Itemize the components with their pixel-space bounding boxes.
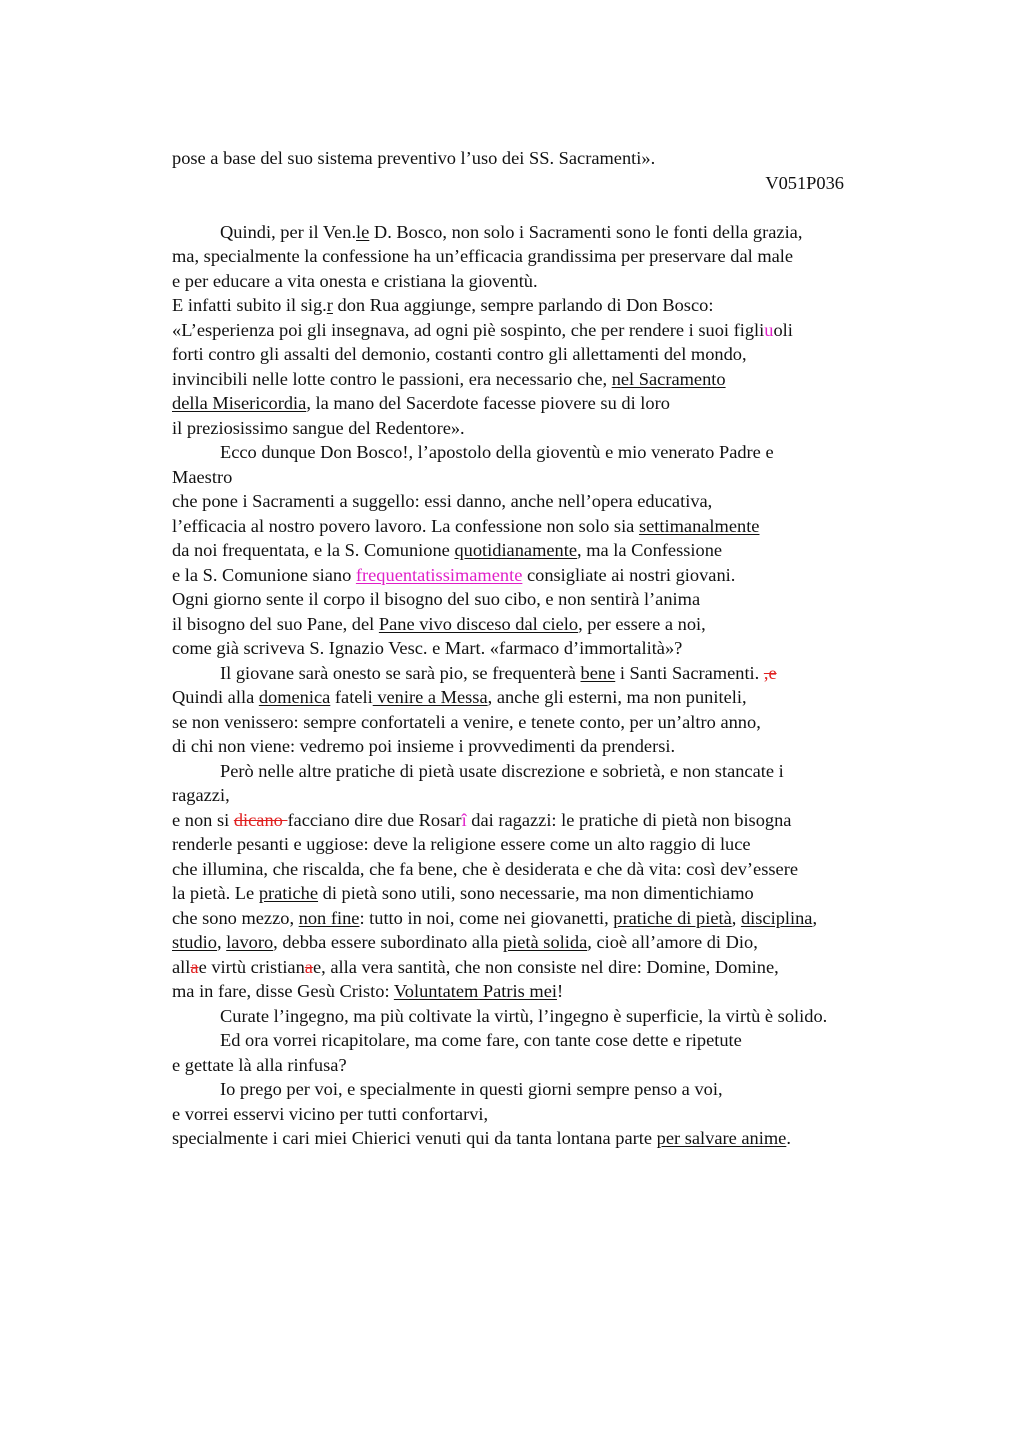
text-line: Maestro — [172, 466, 233, 487]
text-line: allae virtù cristianae, alla vera santità, che non consiste nel dire: Domine, Domine, — [172, 956, 779, 977]
text-line: se non venissero: sempre confortateli a venire, e tenete conto, per un’altro anno, — [172, 711, 761, 732]
text-line: Però nelle altre pratiche di pietà usate discrezione e sobrietà, e non stancate i — [220, 760, 784, 781]
blank-line — [172, 195, 912, 220]
text-line: il preziosissimo sangue del Redentore». — [172, 417, 465, 438]
text-line: «L’esperienza poi gli insegnava, ad ogni piè sospinto, che per rendere i suoi figliuoli — [172, 319, 793, 340]
underlined-text: quotidianamente — [454, 540, 578, 560]
underlined-text: pietà solida — [502, 932, 588, 952]
text-line: che pone i Sacramenti a suggello: essi danno, anche nell’opera educativa, — [172, 491, 713, 511]
text-line: Il giovane sarà onesto se sarà pio, se frequenterà bene i Santi Sacramenti. ,e — [220, 662, 777, 683]
text-line: l’efficacia al nostro povero lavoro. La confessione non solo sia settimanalmente — [172, 515, 760, 536]
text-line: e per educare a vita onesta e cristiana la gioventù. — [172, 270, 538, 291]
inserted-underlined-text: frequentatissimamente — [355, 564, 523, 585]
text-line: Io prego per voi, e specialmente in questi giorni sempre penso a voi, — [220, 1079, 723, 1099]
text-line: Ecco dunque Don Bosco!, l’apostolo della gioventù e mio venerato Padre e — [220, 442, 774, 462]
underlined-text: non fine — [298, 907, 360, 928]
text-line: ma in fare, disse Gesù Cristo: Voluntatem Patris mei! — [172, 981, 564, 1001]
text-line: e gettate là alla rinfusa? — [172, 1054, 347, 1075]
underlined-text: settimanalmente — [638, 515, 760, 536]
text-line: come già scriveva S. Ignazio Vesc. e Mart. «farmaco d’immortalità»? — [172, 638, 683, 658]
underlined-text: nel Sacramento — [611, 368, 726, 389]
text-line: e vorrei esservi vicino per tutti confortarvi, — [172, 1103, 489, 1124]
text-line: specialmente i cari miei Chierici venuti qui da tanta lontana parte per salvare anime. — [172, 1128, 791, 1148]
text-line: invincibili nelle lotte contro le passioni, era necessario che, nel Sacramento — [172, 368, 726, 389]
underlined-text: pratiche di pietà — [613, 907, 732, 928]
text-line: che illumina, che riscalda, che fa bene, che è desiderata e che dà vita: così dev’essere — [172, 858, 798, 879]
deleted-text: a — [190, 956, 199, 977]
underlined-text: domenica — [258, 687, 331, 707]
text-line: ragazzi, — [172, 785, 230, 805]
text-line: Quindi, per il Ven.le D. Bosco, non solo i Sacramenti sono le fonti della grazia, — [220, 221, 803, 242]
text-line: di chi non viene: vedremo poi insieme i provvedimenti da prendersi. — [172, 736, 676, 756]
text-line: la pietà. Le pratiche di pietà sono utili, sono necessarie, ma non dimentichiamo — [172, 883, 754, 903]
text-line: il bisogno del suo Pane, del Pane vivo disceso dal cielo, per essere a noi, — [172, 613, 706, 634]
deleted-text: a — [304, 956, 313, 977]
underlined-text: disciplina — [740, 907, 813, 928]
deleted-text: ,e — [763, 662, 777, 683]
text-line: Ed ora vorrei ricapitolare, ma come fare, con tante cose dette e ripetute — [220, 1030, 742, 1050]
inserted-text: î — [461, 809, 467, 830]
text-line: e non si dicano facciano dire due Rosarî dai ragazzi: le pratiche di pietà non bisogna — [172, 809, 792, 830]
underlined-text: lavoro — [226, 932, 274, 952]
document-body — [172, 146, 912, 1151]
underlined-text: le — [356, 221, 370, 242]
underlined-text: venire a Messa — [372, 687, 488, 707]
text-line: Ogni giorno sente il corpo il bisogno del suo cibo, e non sentirà l’anima — [172, 589, 701, 609]
underlined-text: per salvare anime — [656, 1128, 787, 1148]
underlined-text: bene — [580, 662, 616, 683]
text-line: forti contro gli assalti del demonio, costanti contro gli allettamenti del mondo, — [172, 344, 747, 364]
text-line: e la S. Comunione siano frequentatissimamente consigliate ai nostri giovani. — [172, 564, 736, 585]
text-line: da noi frequentata, e la S. Comunione quotidianamente, ma la Confessione — [172, 540, 723, 560]
text-line: ma, specialmente la confessione ha un’efficacia grandissima per preservare dal male — [172, 246, 794, 266]
text-line: pose a base del suo sistema preventivo l’uso dei SS. Sacramenti». — [172, 148, 656, 168]
underlined-text: studio — [172, 932, 217, 952]
text-line: Curate l’ingegno, ma più coltivate la virtù, l’ingegno è superficie, la virtù è solido. — [220, 1005, 828, 1026]
text-line: renderle pesanti e uggiose: deve la religione essere come un alto raggio di luce — [172, 834, 751, 854]
inserted-text: u — [764, 319, 774, 340]
text-line: Quindi alla domenica fateli venire a Messa, anche gli esterni, ma non puniteli, — [172, 687, 747, 707]
text-line: della Misericordia, la mano del Sacerdote facesse piovere su di loro — [172, 393, 670, 413]
underlined-text: pratiche — [258, 883, 319, 903]
text-line: E infatti subito il sig.r don Rua aggiunge, sempre parlando di Don Bosco: — [172, 295, 714, 315]
deleted-text: dicano — [233, 809, 288, 830]
underlined-text: r — [326, 295, 333, 315]
text-line: che sono mezzo, non fine: tutto in noi, come nei giovanetti, pratiche di pietà, disciplina, — [172, 907, 818, 928]
text-line: studio, lavoro, debba essere subordinato alla pietà solida, cioè all’amore di Dio, — [172, 932, 758, 952]
underlined-text: Voluntatem Patris mei — [393, 981, 557, 1001]
page-code: V051P036 — [765, 172, 844, 193]
underlined-text: della Misericordia — [172, 393, 307, 413]
underlined-text: Pane vivo disceso dal cielo — [378, 613, 579, 634]
